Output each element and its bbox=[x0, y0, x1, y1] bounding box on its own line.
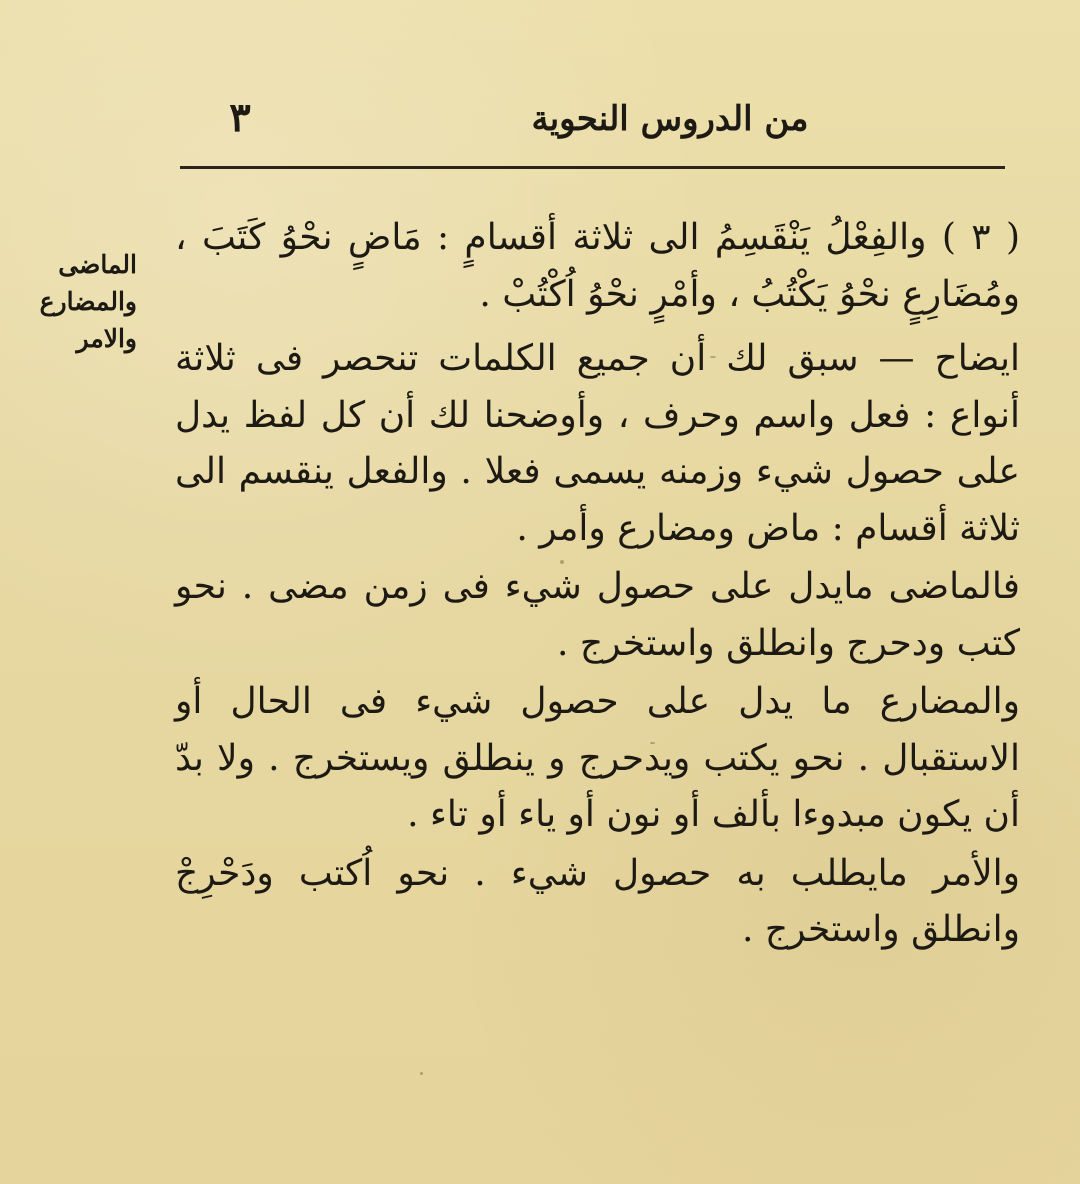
imperative-paragraph: والأمر مايطلب به حصول شيء . نحو اُكتب ودَحْرِجْ وانطلق واستخرج . bbox=[175, 852, 1020, 951]
explanation-paragraph: ايضاح — سبق لك أن جميع الكلمات تنحصر فى ثلاثة أنواع : فعل واسم وحرف ، وأوضحنا لك أن كل لفظ يدل على حصول شيء وزمنه يسمى فعلا . والفعل ينقسم الى ثلاثة أقسام : ماض ومضارع وأمر . bbox=[175, 338, 1020, 549]
margin-note-line-2: والمضارع bbox=[39, 287, 137, 316]
page-title: من الدروس النحوية bbox=[531, 99, 809, 139]
past-tense-paragraph: فالماضى مايدل على حصول شيء فى زمن مضى . نحو كتب ودحرج وانطلق واستخرج . bbox=[175, 566, 1020, 664]
page-header bbox=[180, 88, 1010, 172]
page-number: ٣ bbox=[229, 94, 251, 141]
header-divider bbox=[180, 166, 1005, 169]
page-content bbox=[175, 210, 1020, 959]
margin-note-line-1: الماضى bbox=[58, 250, 137, 279]
margin-note bbox=[22, 246, 137, 357]
paper-speck bbox=[710, 356, 716, 358]
paper-speck bbox=[650, 742, 655, 744]
present-tense-paragraph: والمضارع ما يدل على حصول شيء فى الحال أو الاستقبال . نحو يكتب ويدحرج و ينطلق ويستخرج . ولا بدّ أن يكون مبدوءا بألف أو نون أو ياء أو تاء . bbox=[175, 681, 1021, 836]
margin-note-line-3: والامر bbox=[76, 324, 137, 353]
paper-speck bbox=[420, 1072, 423, 1075]
grammar-rule: ( ٣ ) والفِعْلُ يَنْقَسِمُ الى ثلاثة أقسامٍ : مَاضٍ نحْوُ كَتَبَ ، ومُضَارِعٍ نحْوُ يَكْتُبُ ، وأمْرٍ نحْوُ اُكْتُبْ . bbox=[175, 217, 1020, 315]
paper-speck bbox=[560, 560, 564, 564]
